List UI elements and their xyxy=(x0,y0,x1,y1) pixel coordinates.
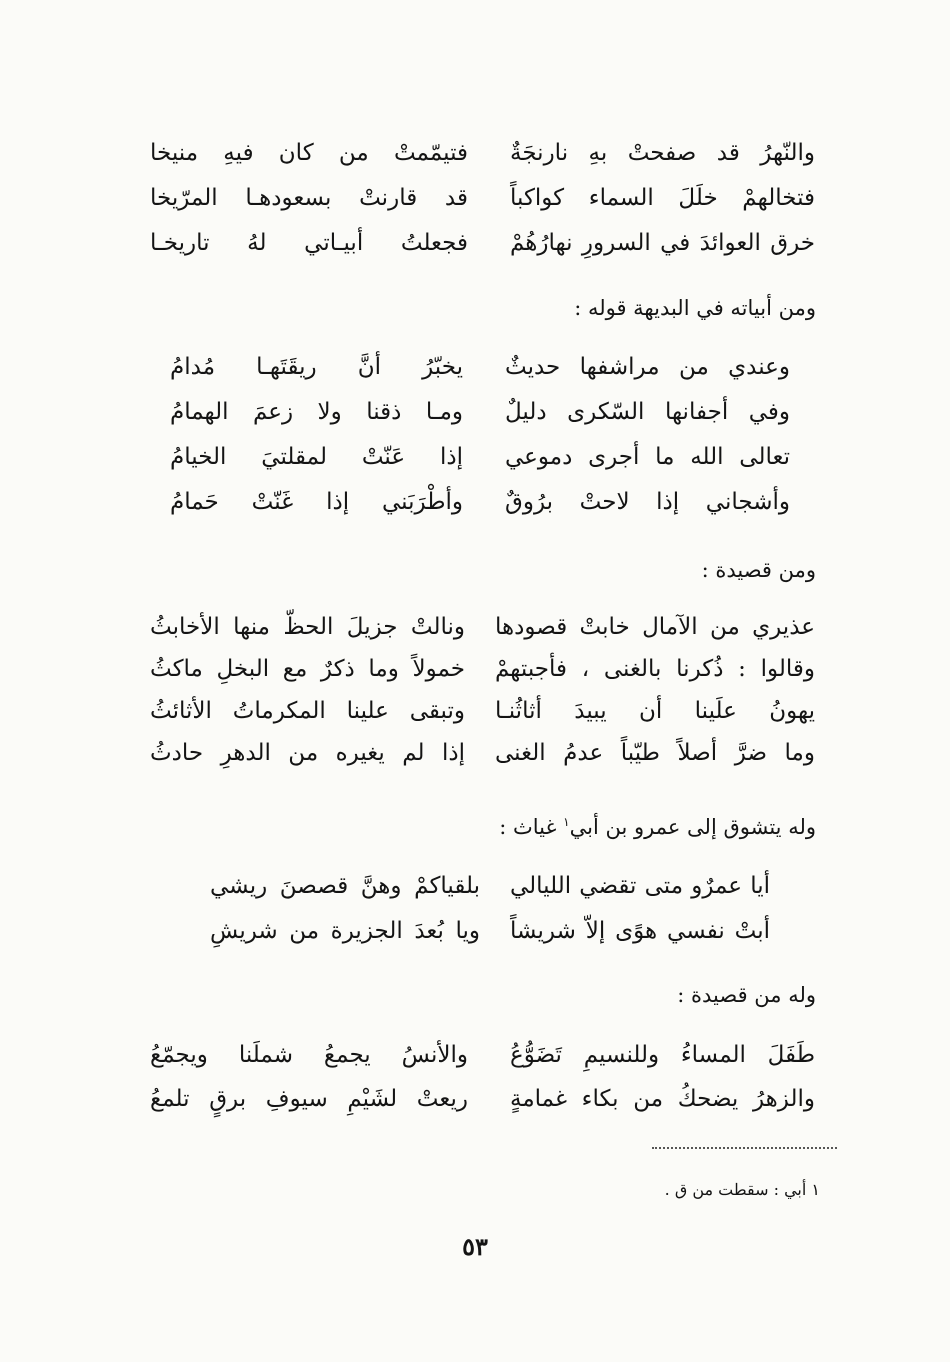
hemistich-second: يخبّرُ أنَّ ريقَتَهـا مُدامُ xyxy=(170,354,463,380)
hemistich-second: ومـا ذقنا ولا زعمَ الهمامُ xyxy=(170,399,463,425)
verse-line xyxy=(150,698,815,740)
verse-line xyxy=(170,444,790,489)
hemistich-second: ونالتْ جزيلَ الحظّ منها الأخابثُ xyxy=(150,614,465,640)
hemistich-second: فجعلتُ أبيـاتي لهُ تاريخـا xyxy=(150,230,468,256)
verse-line xyxy=(170,354,790,399)
hemistich-first: أبتْ نفسي هوًى إلاّ شريشاً xyxy=(510,918,770,944)
hemistich-second: وتبقى علينا المكرماتُ الأثائثُ xyxy=(150,698,465,724)
hemistich-first: فتخالهمْ خلَلَ السماء كواكباً xyxy=(510,185,815,211)
hemistich-first: وقالوا : ذُكرنا بالغنى ، فأجبتهمْ xyxy=(495,656,815,682)
hemistich-second: والأنسُ يجمعُ شملَنا ويجمّعُ xyxy=(150,1042,468,1068)
hemistich-second: وأطْرَبَني إذا غَنّتْ حَمامُ xyxy=(170,489,463,515)
footnote-marker: ١ xyxy=(563,815,570,829)
hemistich-second: خمولاً وما ذكرٌ مع البخلِ ماكثُ xyxy=(150,656,465,682)
verse-line xyxy=(150,656,815,698)
page-number: ٥٣ xyxy=(462,1232,488,1261)
poem-3 xyxy=(150,614,815,782)
verse-line xyxy=(150,614,815,656)
verse-line xyxy=(150,740,815,782)
hemistich-second: بلقياكمْ وهنَّ قصصنَ ريشي xyxy=(210,873,480,899)
hemistich-first: والنّهرُ قد صفحتْ بهِ نارنجَةٌ xyxy=(510,140,815,166)
footnote: ١ أبي : سقطت من ق . xyxy=(664,1180,820,1199)
hemistich-second: إذا لم يغيره من الدهرِ حادثُ xyxy=(150,740,465,766)
verse-line xyxy=(150,140,815,185)
poem-5 xyxy=(150,1042,815,1130)
verse-line xyxy=(210,873,770,918)
hemistich-first: أيا عمرٌو متى تقضي الليالي xyxy=(510,873,770,899)
verse-line xyxy=(150,230,815,275)
hemistich-first: يهونُ علَينا أن يبيدَ أثاثُنـا xyxy=(495,698,815,724)
verse-line xyxy=(210,918,770,963)
verse-line xyxy=(150,185,815,230)
hemistich-second: فتيمّمتْ من كان فيهِ منيخا xyxy=(150,140,468,166)
section-intro: ومن قصيدة : xyxy=(701,558,816,582)
hemistich-first: والزهرُ يضحكُ من بكاء غمامةٍ xyxy=(510,1086,815,1112)
section-intro: وله من قصيدة : xyxy=(677,983,816,1007)
verse-line xyxy=(170,489,790,534)
verse-line xyxy=(170,399,790,444)
verse-line xyxy=(150,1042,815,1086)
hemistich-first: وفي أجفانها السّكرى دليلٌ xyxy=(505,399,790,425)
hemistich-first: وأشجاني إذا لاحتْ برُوقٌ xyxy=(505,489,790,515)
hemistich-first: طَفَلَ المساءُ وللنسيمِ تَضَوُّعُ xyxy=(510,1042,815,1068)
hemistich-second: ويا بُعدَ الجزيرة من شريشِ xyxy=(210,918,480,944)
hemistich-first: وما ضرَّ أصلاً طيّباً عدمُ الغنى xyxy=(495,740,815,766)
footnote-divider xyxy=(652,1147,837,1149)
poem-1 xyxy=(150,140,815,275)
poem-2 xyxy=(170,354,790,534)
hemistich-second: ريعتْ لشَيْمِ سيوفِ برقٍ تلمعُ xyxy=(150,1086,468,1112)
intro-text-continued: غياث : xyxy=(499,815,557,839)
section-intro: ومن أبياته في البديهة قوله : xyxy=(574,296,816,320)
verse-line xyxy=(150,1086,815,1130)
intro-text: وله يتشوق إلى عمرو بن أبي xyxy=(569,815,816,839)
hemistich-second: إذا عَنّتْ لمقلتيَ الخيامُ xyxy=(170,444,463,470)
poem-4 xyxy=(210,873,770,963)
hemistich-first: تعالى الله ما أجرى دموعي xyxy=(505,444,790,470)
hemistich-first: عذيري من الآمال خابتْ قصودها xyxy=(495,614,815,640)
section-intro xyxy=(499,815,816,839)
hemistich-first: خرق العوائدَ في السرورِ نهارُهُمْ xyxy=(510,230,815,256)
hemistich-first: وعندي من مراشفها حديثٌ xyxy=(505,354,790,380)
hemistich-second: قد قارنتْ بسعودهـا المرّيخا xyxy=(150,185,468,211)
